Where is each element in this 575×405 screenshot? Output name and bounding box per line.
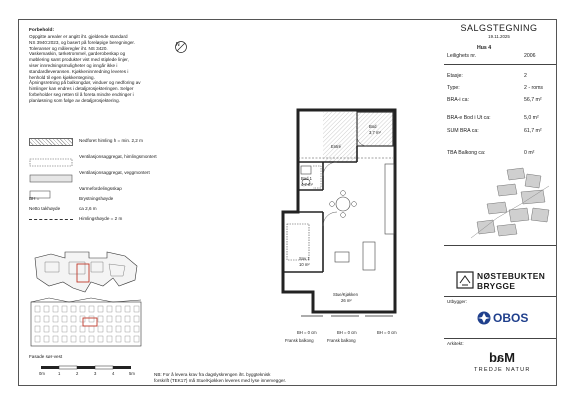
notes-heading: Forbehold: — [29, 28, 55, 33]
room-area-bod: 3,7 m² — [369, 130, 381, 135]
brand-logo-icon — [456, 271, 474, 289]
site-map — [467, 164, 553, 242]
ventilation-wall-icon — [29, 170, 73, 178]
divider — [444, 338, 556, 339]
info-value: 2 - roms — [524, 85, 544, 91]
scale-tick: 5m — [129, 371, 135, 376]
info-value: 5,0 m² — [524, 115, 539, 121]
notes-line: standardleveransen. Kjøkkeninnredning leveres i — [29, 68, 129, 74]
notes-line: Toleranser og måleregler iht. NS 3420. — [29, 45, 108, 51]
heat-cabinet-icon — [29, 186, 51, 194]
info-value: 2 — [524, 73, 527, 79]
disclaimer-notes — [29, 28, 184, 104]
notes-line: NS 3940:2023, og basert på foreløpige beregninger. — [29, 39, 135, 45]
room-area-sov: 10 m² — [299, 262, 310, 267]
sheet-date: 19.11.2025 — [488, 34, 510, 39]
info-value: 61,7 m² — [524, 128, 542, 134]
info-label: BRA-e Bod i Ut ca: — [447, 115, 491, 121]
unit-label: Leilighets nr. — [447, 53, 477, 59]
scale-tick: 2 — [76, 371, 79, 376]
divider — [444, 245, 556, 246]
bh-mark: BH = 0 cm — [337, 330, 357, 335]
info-label: Type: — [447, 85, 460, 91]
notes-text — [29, 34, 184, 104]
notes-line: forbeholder seg retten til å foreta mindre endringer i — [29, 91, 134, 97]
scale-tick: 4 — [112, 371, 115, 376]
room-area-bad: 4,7 m² — [301, 182, 313, 187]
ventilation-ceiling-icon — [29, 154, 73, 162]
legend-row — [29, 136, 179, 152]
sheet-title: SALGSTEGNING — [460, 23, 538, 33]
utbygger-label: Utbygger: — [447, 299, 467, 304]
obos-logo-icon — [477, 311, 491, 325]
info-label: TBA Balkong ca: — [447, 150, 486, 156]
scale-bar — [41, 365, 141, 379]
legend-label: Varmefordelingsskap — [79, 186, 122, 191]
notes-line: planløsning som følge av detaljprosjektering. — [29, 97, 120, 103]
house-label: Hus 4 — [477, 45, 492, 51]
hatch-swatch-icon — [29, 138, 73, 146]
footer-note-line1: NB: For å levera krav fra dagslyskrengen iht. byggteknisk — [154, 372, 271, 377]
legend-row — [29, 168, 179, 184]
info-value: 56,7 m² — [524, 97, 542, 103]
netto-value: ca 2,6 m — [79, 206, 97, 211]
notes-line: Vaskemaskin, tørketrommel, garderobeskap og — [29, 51, 126, 57]
divider — [444, 64, 556, 65]
north-arrow-icon — [174, 40, 188, 54]
info-value: 0 m² — [524, 150, 535, 156]
facade-label: Fasade sør-vest — [29, 354, 63, 359]
legend-label: Ventilasjonsaggregat, himlingsmontert — [79, 154, 157, 159]
legend-himling — [29, 216, 179, 226]
arkitekt-logo: Mad — [489, 350, 515, 365]
legend-netto — [29, 206, 179, 216]
info-label: BRA-i ca: — [447, 97, 469, 103]
notes-line: Åpningsretning på balkongdør, vinduer og nedforing av — [29, 80, 141, 86]
room-name-entre: Entré — [331, 144, 342, 149]
scale-tick: 1 — [58, 371, 61, 376]
notes-line: møblering samt produkter vist med stiplede linjer, — [29, 57, 129, 63]
netto-key: Netto takhøyde — [29, 206, 61, 211]
divider — [444, 296, 556, 297]
obos-wordmark: OBOS — [493, 311, 529, 325]
key-plan — [29, 248, 144, 294]
bh-mark: BH = 0 cm — [377, 330, 397, 335]
room-name-sov: Sov 1 — [299, 256, 310, 261]
unit-value: 2006 — [524, 53, 536, 59]
scale-tick: 0m — [39, 371, 45, 376]
legend — [29, 136, 179, 226]
balkong-label: Fransk balkong — [285, 338, 314, 343]
dashed-line-icon — [29, 219, 73, 220]
room-area-stue: 26 m² — [341, 298, 352, 303]
legend-bh — [29, 196, 179, 206]
arkitekt-label: Arkitekt: — [447, 341, 464, 346]
legend-label: Ventilasjonsaggregat, veggmontert — [79, 170, 150, 175]
himling-label: Himlingshøyde = 2 m — [79, 216, 123, 221]
legend-row — [29, 152, 179, 168]
balkong-label: Fransk balkong — [327, 338, 356, 343]
svg-text:N: N — [176, 42, 180, 48]
notes-line: viser innredningsmuligheter og inngår ikke i — [29, 62, 118, 68]
notes-line: himlinger kan endres i detaljprosjekteringen. Selger — [29, 86, 134, 92]
info-label: SUM BRA ca: — [447, 128, 479, 134]
room-name-bad: Bad 1 — [301, 176, 312, 181]
footer-note-line2: forskrift (TEK17) må Stue/Kjøkken leveres med lyse innervegger. — [154, 378, 286, 383]
legend-row — [29, 184, 179, 196]
scale-tick: 3 — [94, 371, 97, 376]
bh-key: BH = — [29, 196, 40, 201]
notes-line: henhold til egen kjøkkentegning. — [29, 74, 95, 80]
legend-label: Nedforet himling h = min. 2,2 m — [79, 138, 143, 143]
facade-elevation — [29, 296, 144, 352]
room-name-stue: Stue/Kjøkken — [333, 292, 358, 297]
room-name-bod: Bod — [369, 124, 377, 129]
brand-line1: NØSTEBUKTEN — [477, 271, 546, 281]
brand-line2: BRYGGE — [477, 281, 516, 291]
bh-mark: BH = 0 cm — [297, 330, 317, 335]
floor-plan — [261, 102, 431, 362]
info-label: Etasje: — [447, 73, 463, 79]
arkitekt-sub: TREDJE NATUR — [474, 367, 531, 373]
notes-line: Oppgitte arealer er angitt iht. gjeldende standard — [29, 34, 128, 39]
bh-value: Brystningshøyde — [79, 196, 114, 201]
drawing-sheet — [18, 19, 557, 386]
